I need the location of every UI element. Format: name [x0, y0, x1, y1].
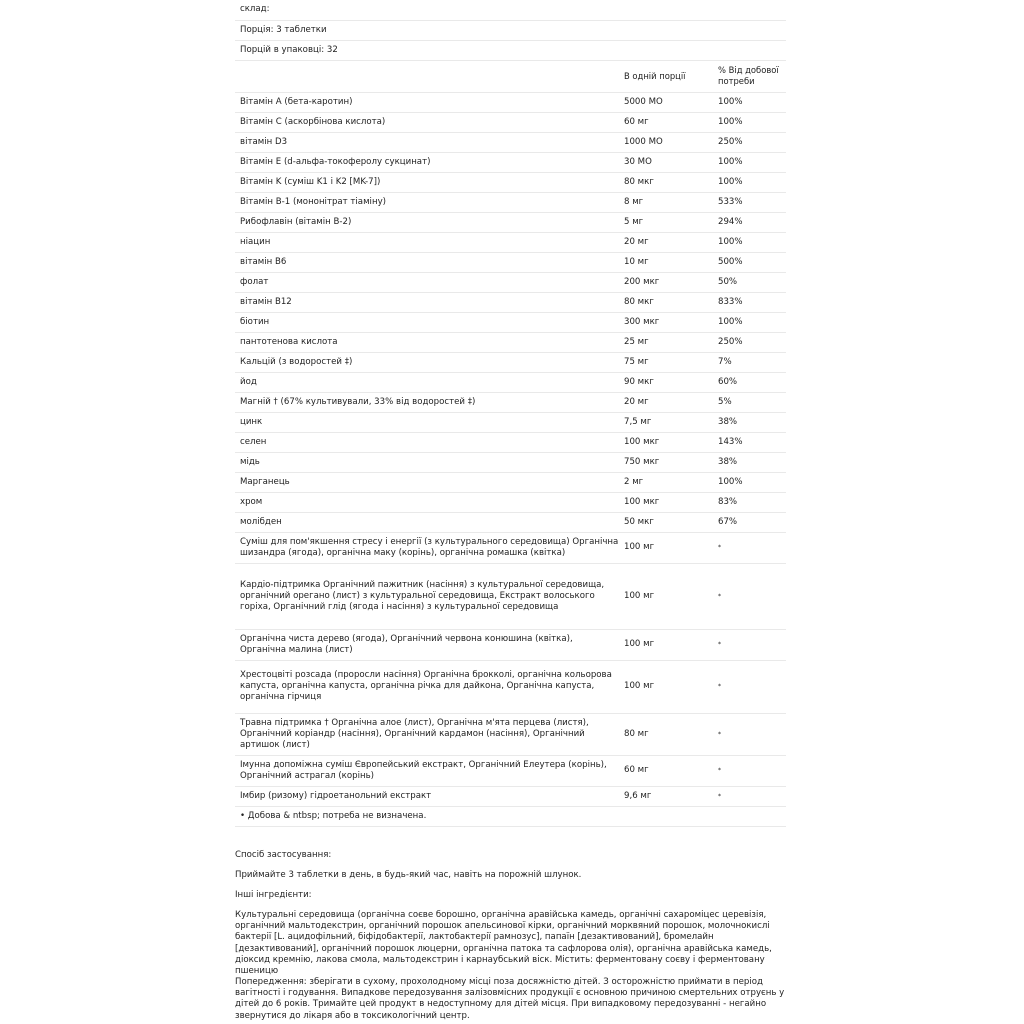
ingredient-amount: 100 мкг [619, 492, 713, 512]
ingredient-daily-value: 833% [713, 292, 786, 312]
ingredient-daily-value: * [713, 786, 786, 806]
ingredient-amount: 750 мкг [619, 452, 713, 472]
ingredient-name: Кальцій (з водоростей ‡) [235, 352, 619, 372]
ingredient-name: Хрестоцвіті розсада (проросли насіння) Органічна брокколі, органічна кольорова капуста, органічна капуста, органічна річка для дайкона, Органічна капуста, органічна гірчиця [235, 660, 619, 713]
ingredient-daily-value: 67% [713, 512, 786, 532]
nutrient-row [235, 412, 786, 432]
ingredient-amount: 2 мг [619, 472, 713, 492]
ingredient-daily-value: 143% [713, 432, 786, 452]
nutrient-row [235, 232, 786, 252]
ingredient-daily-value: 100% [713, 472, 786, 492]
ingredient-amount: 60 мг [619, 112, 713, 132]
ingredient-amount: 100 мг [619, 563, 713, 629]
ingredient-daily-value: 100% [713, 92, 786, 112]
ingredient-amount: 8 мг [619, 192, 713, 212]
ingredient-amount: 80 мг [619, 713, 713, 755]
ingredient-amount: 90 мкг [619, 372, 713, 392]
blend-row [235, 532, 786, 563]
ingredient-daily-value: 500% [713, 252, 786, 272]
ingredient-daily-value: 100% [713, 232, 786, 252]
ingredient-amount: 7,5 мг [619, 412, 713, 432]
nutrient-row [235, 392, 786, 412]
nutrient-row [235, 132, 786, 152]
ingredient-amount: 200 мкг [619, 272, 713, 292]
ingredient-daily-value: * [713, 563, 786, 629]
nutrient-row [235, 512, 786, 532]
ingredient-name: вітамін B12 [235, 292, 619, 312]
nutrient-row [235, 372, 786, 392]
supplement-facts-table [235, 0, 786, 827]
nutrient-row [235, 252, 786, 272]
blend-row [235, 629, 786, 660]
ingredient-amount: 60 мг [619, 755, 713, 786]
ingredient-daily-value: 7% [713, 352, 786, 372]
usage-text: Приймайте 3 таблетки в день, в будь-який час, навіть на порожній шлунок. [235, 870, 582, 880]
nutrient-row [235, 192, 786, 212]
ingredient-name: селен [235, 432, 619, 452]
ingredient-daily-value: 100% [713, 172, 786, 192]
ingredient-daily-value: * [713, 713, 786, 755]
ingredient-name: вітамін B6 [235, 252, 619, 272]
ingredient-name: мідь [235, 452, 619, 472]
ingredient-amount: 20 мг [619, 392, 713, 412]
ingredient-name: Органічна чиста дерево (ягода), Органічний червона конюшина (квітка), Органічна малина (лист) [235, 629, 619, 660]
ingredient-name: Вітамін K (суміш K1 і K2 [MK-7]) [235, 172, 619, 192]
ingredient-name: Суміш для пом'якшення стресу і енергії (з культурального середовища) Органічна шизандра (ягода), органічна маку (корінь), органічна ромашка (квітка) [235, 532, 619, 563]
nutrient-row [235, 472, 786, 492]
other-ingredients-text: Культуральні середовища (органічна соєве борошно, органічна аравійська камедь, органічні сахароміцес церевізія, органічний мальтодекстрин, органічний порошок апельсинової кірки, органічний морквяний порошок, молочнокислі бактерії [L. ацидофільний, біфідобактерії, лактобактерії рамнозус], папаїн [дезактивований], бромелайн [дезактивований], органічний порошок люцерни, органічна патока та сафлорова олія), органічна аравійська камедь, діоксид кремнію, лакова смола, мальтодекстрин і карнаубський віск. Містить: ферментовану соєву і ферментовану пшеницю [235, 910, 772, 977]
ingredient-amount: 300 мкг [619, 312, 713, 332]
ingredient-name: біотин [235, 312, 619, 332]
ingredient-amount: 80 мкг [619, 172, 713, 192]
usage-heading: Спосіб застосування: [235, 850, 332, 860]
servings-per-container: Порцій в упаковці: 32 [235, 40, 786, 60]
ingredient-name: Вітамін A (бета-каротин) [235, 92, 619, 112]
ingredient-amount: 75 мг [619, 352, 713, 372]
ingredient-daily-value: 38% [713, 412, 786, 432]
blend-row [235, 563, 786, 629]
ingredient-daily-value: 60% [713, 372, 786, 392]
ingredient-daily-value: * [713, 532, 786, 563]
blend-row [235, 660, 786, 713]
ingredient-amount: 100 мг [619, 660, 713, 713]
ingredient-daily-value: 5% [713, 392, 786, 412]
footnote: • Добова & ntbsp; потреба не визначена. [235, 806, 786, 826]
ingredient-amount: 25 мг [619, 332, 713, 352]
nutrient-row [235, 112, 786, 132]
ingredient-daily-value: 100% [713, 152, 786, 172]
ingredient-amount: 1000 МО [619, 132, 713, 152]
ingredient-name: Рибофлавін (вітамін B-2) [235, 212, 619, 232]
ingredient-amount: 100 мкг [619, 432, 713, 452]
ingredient-name: Марганець [235, 472, 619, 492]
ingredient-name: пантотенова кислота [235, 332, 619, 352]
ingredient-amount: 80 мкг [619, 292, 713, 312]
nutrient-row [235, 492, 786, 512]
nutrient-row [235, 352, 786, 372]
header-empty-cell [235, 60, 619, 92]
ingredient-daily-value: 83% [713, 492, 786, 512]
blend-row [235, 713, 786, 755]
ingredient-name: молібден [235, 512, 619, 532]
ingredient-name: Магній † (67% культивували, 33% від водоростей ‡) [235, 392, 619, 412]
ingredient-name: Вітамін E (d-альфа-токоферолу сукцинат) [235, 152, 619, 172]
nutrient-row [235, 272, 786, 292]
nutrient-row [235, 92, 786, 112]
nutrient-row [235, 432, 786, 452]
ingredient-name: Вітамін B-1 (мононітрат тіаміну) [235, 192, 619, 212]
ingredient-name: Імунна допоміжна суміш Європейський екстракт, Органічний Елеутера (корінь), Органічний астрагал (корінь) [235, 755, 619, 786]
ingredient-name: Кардіо-підтримка Органічний пажитник (насіння) з культуральної середовища, органічний орегано (лист) з культуральної середовища, Екстракт волоського горіха, Органічний глід (ягода і насіння) з культуральної середовища [235, 563, 619, 629]
ingredient-amount: 5000 МО [619, 92, 713, 112]
ingredient-amount: 10 мг [619, 252, 713, 272]
nutrient-row [235, 152, 786, 172]
warning-text: Попередження: зберігати в сухому, прохолодному місці поза досяжністю дітей. З осторожністю приймати в період вагітності і годування. Випадкове передозування залізовмісних продукції є основною причиною смертельних отруєнь у дітей до 6 років. Тримайте цей продукт в недоступному для дітей місця. При випадковому передозуванні - негайно звернутися до лікаря або в токсикологічний центр. [235, 977, 785, 1021]
header-amount: В одній порції [619, 60, 713, 92]
ingredient-name: йод [235, 372, 619, 392]
ingredient-amount: 5 мг [619, 212, 713, 232]
nutrient-row [235, 172, 786, 192]
nutrient-row [235, 292, 786, 312]
ingredient-amount: 20 мг [619, 232, 713, 252]
header-daily-value: % Від добової потреби [713, 60, 786, 92]
nutrient-row [235, 452, 786, 472]
nutrient-row [235, 332, 786, 352]
ingredient-daily-value: 50% [713, 272, 786, 292]
ingredient-daily-value: 250% [713, 132, 786, 152]
nutrient-row [235, 212, 786, 232]
ingredient-name: ніацин [235, 232, 619, 252]
ingredient-daily-value: 533% [713, 192, 786, 212]
table-header-row [235, 60, 786, 92]
ingredient-daily-value: * [713, 629, 786, 660]
ingredient-name: хром [235, 492, 619, 512]
composition-label: склад: [235, 0, 786, 20]
ingredient-amount: 9,6 мг [619, 786, 713, 806]
ingredient-name: вітамін D3 [235, 132, 619, 152]
blend-row [235, 755, 786, 786]
nutrient-row [235, 312, 786, 332]
ingredient-amount: 50 мкг [619, 512, 713, 532]
ingredient-daily-value: 294% [713, 212, 786, 232]
ingredient-daily-value: 100% [713, 312, 786, 332]
blend-row [235, 786, 786, 806]
ingredient-name: Імбир (ризому) гідроетанольний екстракт [235, 786, 619, 806]
other-ingredients-heading: Інші інгредієнти: [235, 890, 312, 900]
ingredient-amount: 100 мг [619, 532, 713, 563]
ingredient-daily-value: 250% [713, 332, 786, 352]
serving-size: Порція: 3 таблетки [235, 20, 786, 40]
ingredient-daily-value: * [713, 755, 786, 786]
ingredient-name: Травна підтримка † Органічна алое (лист), Органічна м'ята перцева (листя), Органічний коріандр (насіння), Органічний кардамон (насіння), Органічний артишок (лист) [235, 713, 619, 755]
ingredient-daily-value: * [713, 660, 786, 713]
ingredient-daily-value: 38% [713, 452, 786, 472]
ingredient-amount: 30 МО [619, 152, 713, 172]
ingredient-name: Вітамін C (аскорбінова кислота) [235, 112, 619, 132]
ingredient-name: фолат [235, 272, 619, 292]
ingredient-name: цинк [235, 412, 619, 432]
ingredient-daily-value: 100% [713, 112, 786, 132]
ingredient-amount: 100 мг [619, 629, 713, 660]
